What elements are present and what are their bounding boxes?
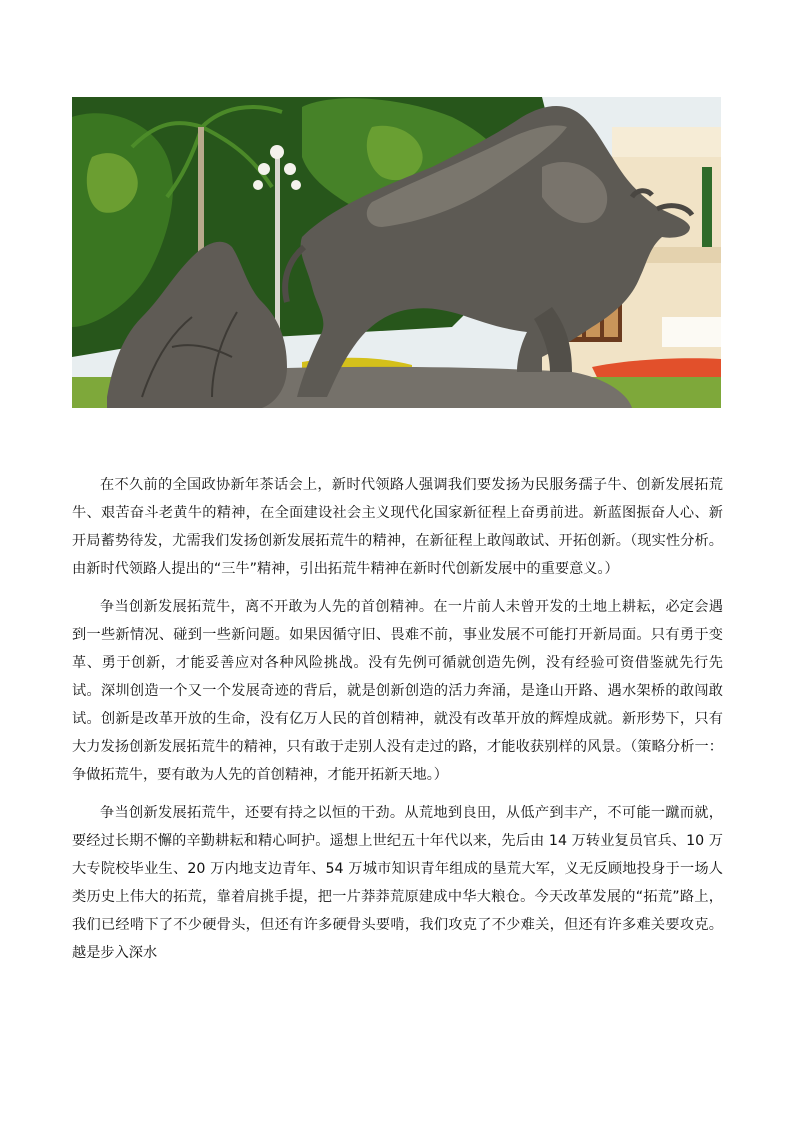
paragraph-strategy-two: 争当创新发展拓荒牛，还要有持之以恒的干劲。从荒地到良田，从低产到丰产，不可能一蹴而就，要经过长期不懈的辛勤耕耘和精心呵护。遥想上世纪五十年代以来，先后由 14 万转业复员官兵、10 万大专院校毕业生、20 万内地支边青年、54 万城市知识青年组成的垦荒大军，义无反顾地投身于一场人类历史上伟大的拓荒，靠着肩挑手提，把一片莽莽荒原建成中华大粮仓。今天改革发展的“拓荒”路上，我们已经啃下了不少硬骨头，但还有许多硬骨头要啃，我们攻克了不少难关，但还有许多难关要攻克。越是步入深水 xyxy=(72,805,723,961)
bull-sculpture-photo xyxy=(72,97,721,408)
bull-sculpture-image xyxy=(72,97,721,408)
paragraph-strategy-one: 争当创新发展拓荒牛，离不开敢为人先的首创精神。在一片前人未曾开发的土地上耕耘，必定会遇到一些新情况、碰到一些新问题。如果因循守旧、畏难不前，事业发展不可能打开新局面。只有勇于变革、勇于创新，才能妥善应对各种风险挑战。没有先例可循就创造先例，没有经验可资借鉴就先行先试。深圳创造一个又一个发展奇迹的背后，就是创新创造的活力奔涌，是逢山开路、遇水架桥的敢闯敢试。创新是改革开放的生命，没有亿万人民的首创精神，就没有改革开放的辉煌成就。新形势下，只有大力发扬创新发展拓荒牛的精神，只有敢于走别人没有走过的路，才能收获别样的风景。（策略分析一：争做拓荒牛，要有敢为人先的首创精神，才能开拓新天地。） xyxy=(72,599,723,783)
paragraph-intro: 在不久前的全国政协新年茶话会上，新时代领路人强调我们要发扬为民服务孺子牛、创新发展拓荒牛、艰苦奋斗老黄牛的精神，在全面建设社会主义现代化国家新征程上奋勇前进。新蓝图振奋人心、新开局蓄势待发，尤需我们发扬创新发展拓荒牛的精神，在新征程上敢闯敢试、开拓创新。（现实性分析。由新时代领路人提出的“三牛”精神，引出拓荒牛精神在新时代创新发展中的重要意义。） xyxy=(72,477,723,577)
article-body xyxy=(72,471,723,977)
